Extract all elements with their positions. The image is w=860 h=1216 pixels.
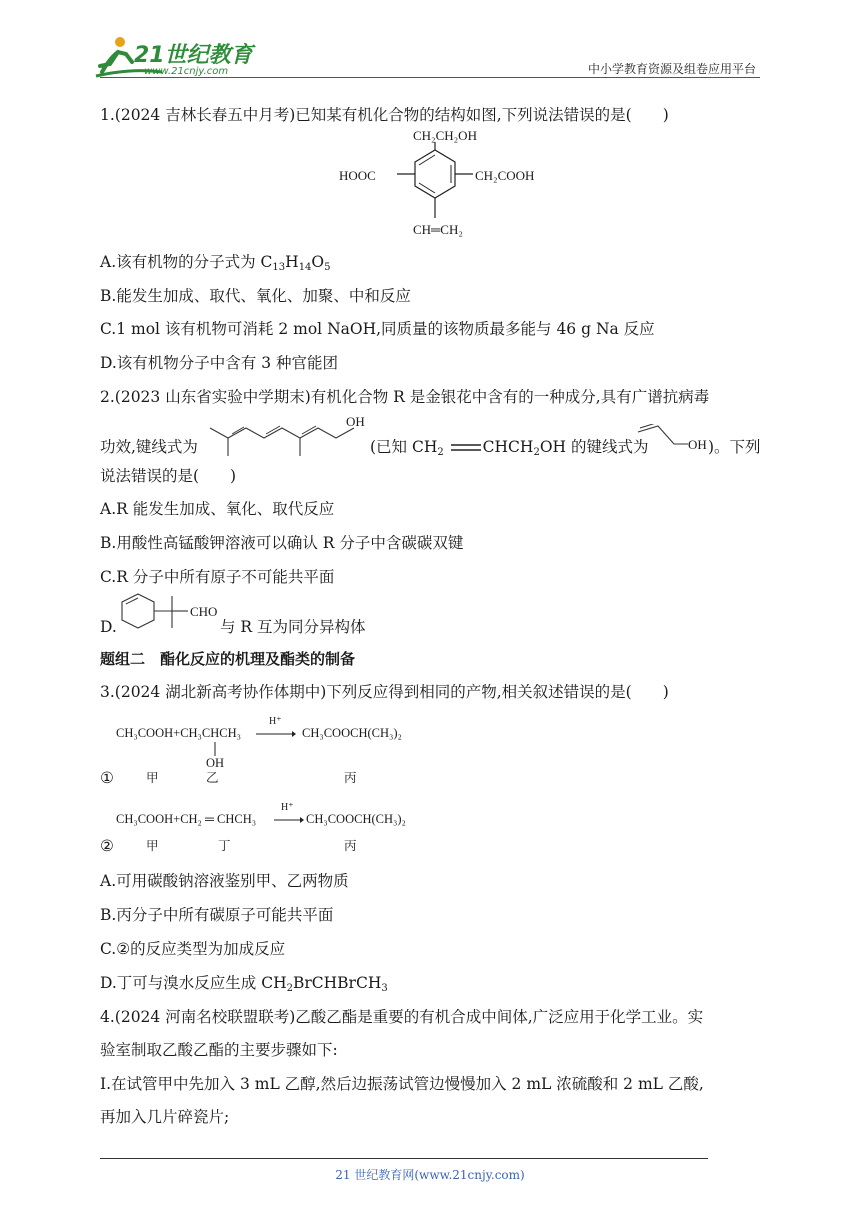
q3-r1-label-bing: 丙 xyxy=(344,771,357,785)
q3-r2-product: CH₃COOCH(CH₃)₂ xyxy=(306,812,406,826)
q3-r2-label-bing: 丙 xyxy=(344,839,357,853)
q4-stem-line1: 4.(2024 河南名校联盟联考)乙酸乙酯是重要的有机合成中间体,广泛应用于化学工业。实 xyxy=(100,1008,704,1026)
q2-stem-line2c: )。下列 xyxy=(708,438,761,456)
q3-r2-label-ding: 丁 xyxy=(218,839,231,853)
q3-option-b: B.丙分子中所有碳原子可能共平面 xyxy=(100,906,334,924)
site-logo xyxy=(92,32,262,82)
q4-step1-line2: 再加入几片碎瓷片; xyxy=(100,1108,230,1126)
q3-r1-label-jia: 甲 xyxy=(146,771,159,785)
q1-group-left: HOOC xyxy=(339,168,376,183)
q2-option-b: B.用酸性高锰酸钾溶液可以确认 R 分子中含碳碳双键 xyxy=(100,534,464,552)
q1-group-right: CH₂COOH xyxy=(475,168,535,183)
q4-step1-line1: Ⅰ.在试管甲中先加入 3 mL 乙醇,然后边振荡试管边慢慢加入 2 mL 浓硫酸和 2 mL 乙酸, xyxy=(100,1075,704,1093)
q3-r1-mark: ① xyxy=(100,769,114,787)
q3-r1-reactants: CH₃COOH+CH₃CHCH₃ xyxy=(116,726,241,740)
q3-reaction-2 xyxy=(100,802,430,856)
q2-oh-label: OH xyxy=(346,414,365,429)
q3-r1-label-yi: 乙 xyxy=(206,771,219,785)
q1-stem: 1.(2024 吉林长春五中月考)已知某有机化合物的结构如图,下列说法错误的是( ) xyxy=(100,106,669,124)
q2-stem-line2b: (已知 $CH_2$ $CHCH_2OH$ 的键线式为 xyxy=(370,438,649,458)
q2-stem-line3: 说法错误的是( ) xyxy=(100,467,237,485)
q3-r1-oh: OH xyxy=(206,756,225,770)
footer-divider xyxy=(100,1158,708,1159)
q1-group-top: CH₂CH₂OH xyxy=(413,128,477,143)
section-title: 题组二 酯化反应的机理及酯类的制备 xyxy=(100,650,356,668)
q3-r2-reactants: CH₃COOH+CH₂ ═ CHCH₃ xyxy=(116,812,257,826)
q4-stem-line2: 验室制取乙酸乙酯的主要步骤如下: xyxy=(100,1041,338,1059)
q3-r2-catalyst: H⁺ xyxy=(281,802,294,813)
q2-option-d-cho: CHO xyxy=(190,604,218,619)
q1-structure xyxy=(335,128,535,243)
logo-url: www.21cnjy.com xyxy=(144,66,229,77)
header-divider xyxy=(100,77,760,78)
q2-option-d-text: 与 R 互为同分异构体 xyxy=(220,618,366,636)
q2-option-d-structure xyxy=(116,592,196,634)
q1-option-b: B.能发生加成、取代、氧化、加聚、中和反应 xyxy=(100,287,411,305)
q1-option-a: A.该有机物的分子式为 $C_{13}H_{14}O_5$ xyxy=(100,253,331,273)
q3-r1-catalyst: H⁺ xyxy=(269,716,282,727)
q3-r2-mark: ② xyxy=(100,837,114,855)
q3-reaction-1 xyxy=(100,718,430,788)
q3-r1-product: CH₃COOCH(CH₃)₂ xyxy=(302,726,402,740)
q2-allyl-oh-label: OH xyxy=(688,437,707,452)
q2-option-c: C.R 分子中所有原子不可能共平面 xyxy=(100,568,335,586)
q1-group-bottom: CH═CH₂ xyxy=(413,222,463,237)
q2-stem-line1: 2.(2023 山东省实验中学期末)有机化合物 R 是金银花中含有的一种成分,具有广谱抗病毒 xyxy=(100,388,710,406)
q3-option-a: A.可用碳酸钠溶液鉴别甲、乙两物质 xyxy=(100,872,349,890)
q3-option-d: D.丁可与溴水反应生成 $CH_2BrCHBrCH_3$ xyxy=(100,974,388,994)
header-tagline: 中小学教育资源及组卷应用平台 xyxy=(587,62,756,76)
q2-option-d-prefix: D. xyxy=(100,618,117,636)
q2-skeletal-formula-r xyxy=(208,412,368,462)
q2-stem-line2a: 功效,键线式为 xyxy=(100,438,198,456)
q1-option-c: C.1 mol 该有机物可消耗 2 mol NaOH,同质量的该物质最多能与 46 g Na 反应 xyxy=(100,320,655,338)
logo-text: 21世纪教育 xyxy=(134,43,253,68)
footer-text[interactable]: 21 世纪教育网(www.21cnjy.com) xyxy=(335,1168,525,1182)
q3-option-c: C.②的反应类型为加成反应 xyxy=(100,940,286,958)
q1-option-d: D.该有机物分子中含有 3 种官能团 xyxy=(100,354,339,372)
q3-stem: 3.(2024 湖北新高考协作体期中)下列反应得到相同的产物,相关叙述错误的是( ) xyxy=(100,683,669,701)
q2-option-a: A.R 能发生加成、氧化、取代反应 xyxy=(100,500,335,518)
q3-r2-label-jia: 甲 xyxy=(146,839,159,853)
